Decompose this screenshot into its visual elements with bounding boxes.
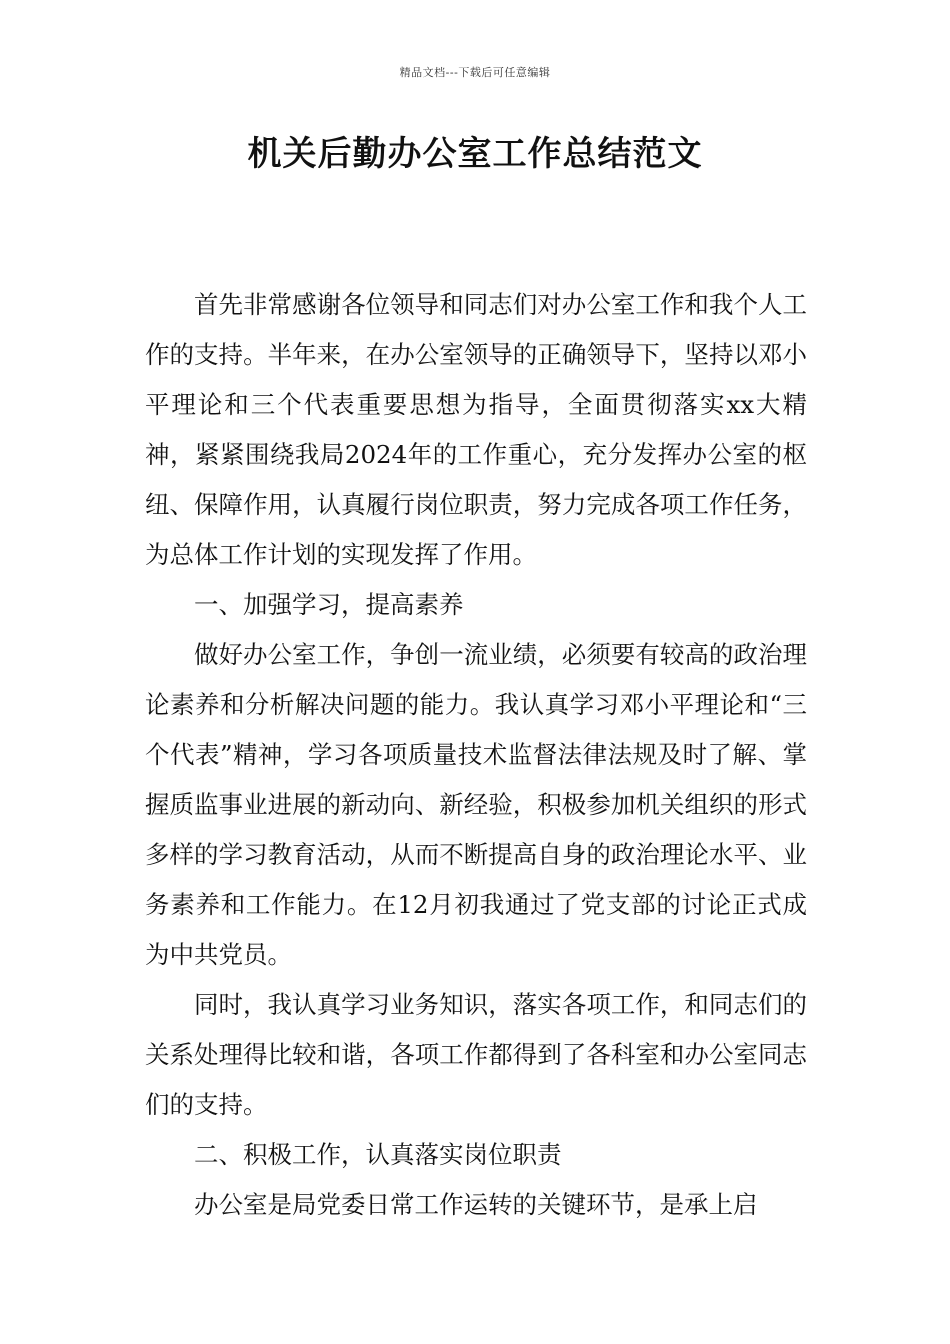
paragraph-study: 做好办公室工作，争创一流业绩，必须要有较高的政治理论素养和分析解决问题的能力。我认真学习邓小平理论和“三个代表”精神，学习各项质量技术监督法律法规及时了解、掌握质监事业进展的新动向、新经验，积极参加机关组织的形式多样的学习教育活动，从而不断提高自身的政治理论水平、业务素养和工作能力。在12月初我通过了党支部的讨论正式成为中共党员。 <box>145 640 807 969</box>
header-note: 精品文档---下载后可任意编辑 <box>399 66 551 79</box>
document-title: 机关后勤办公室工作总结范文 <box>247 134 703 174</box>
section-heading-1: 一、加强学习，提高素养 <box>194 590 464 619</box>
paragraph-intro: 首先非常感谢各位领导和同志们对办公室工作和我个人工作的支持。半年来，在办公室领导的正确领导下，坚持以邓小平理论和三个代表重要思想为指导，全面贯彻落实xx大精神，紧紧围绕我局2024年的工作重心，充分发挥办公室的枢纽、保障作用，认真履行岗位职责，努力完成各项工作任务，为总体工作计划的实现发挥了作用。 <box>145 290 807 569</box>
document-body <box>145 280 807 1230</box>
paragraph-office: 办公室是局党委日常工作运转的关键环节，是承上启 <box>194 1190 758 1219</box>
paragraph-colleagues: 同时，我认真学习业务知识，落实各项工作，和同志们的关系处理得比较和谐，各项工作都得到了各科室和办公室同志们的支持。 <box>145 990 807 1119</box>
section-heading-2: 二、积极工作，认真落实岗位职责 <box>194 1140 562 1169</box>
